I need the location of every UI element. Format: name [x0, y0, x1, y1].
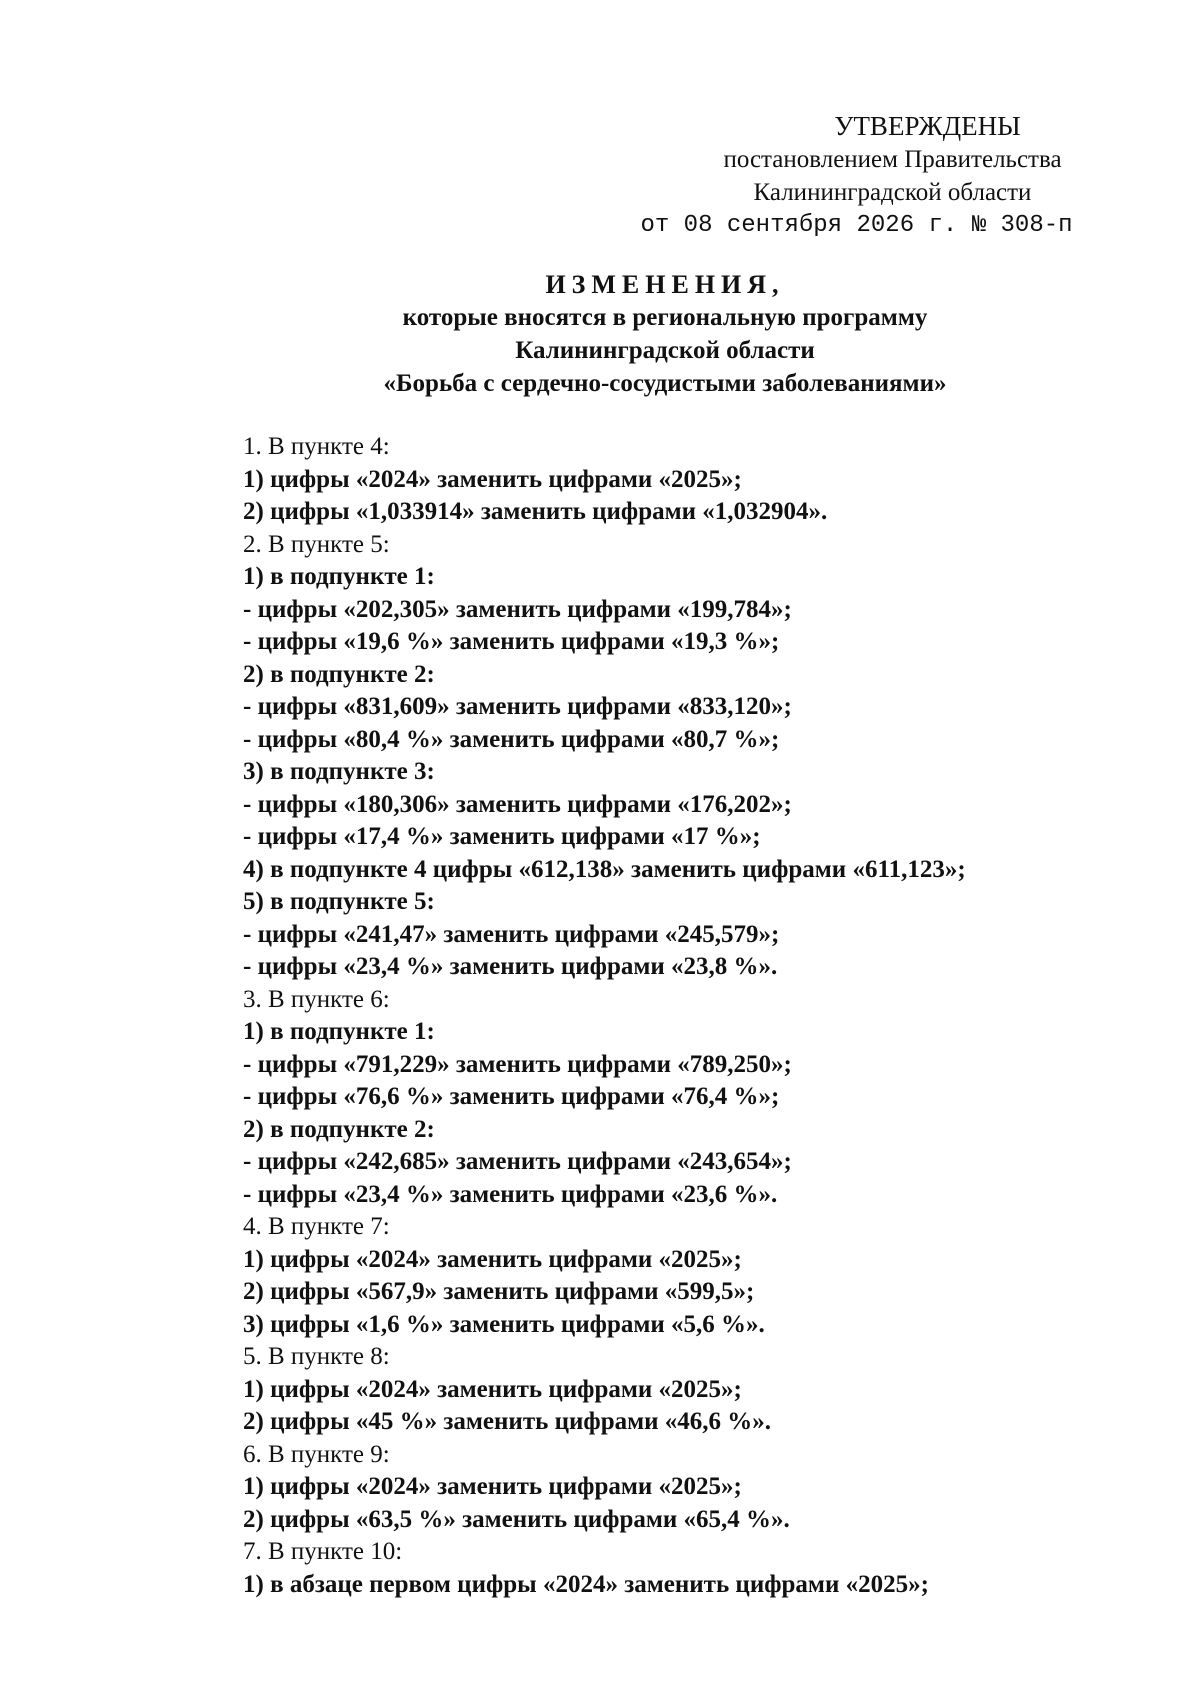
amendment-line: 2. В пункте 5:	[243, 530, 390, 558]
amendment-line: 2) цифры «45 %» заменить цифрами «46,6 %».	[243, 1408, 772, 1435]
approval-date-line: от 08 сентября 2026 г. № 308-п	[640, 212, 1073, 239]
title-line-1: которые вносятся в региональную программу	[402, 304, 928, 331]
amendment-line: - цифры «17,4 %» заменить цифрами «17 %»;	[243, 823, 761, 850]
amendment-line: - цифры «76,6 %» заменить цифрами «76,4 %»;	[243, 1083, 780, 1110]
amendment-line: - цифры «23,4 %» заменить цифрами «23,6 %».	[243, 1180, 778, 1208]
amendment-line: 4) в подпункте 4 цифры «612,138» заменить цифрами «611,123»;	[243, 855, 966, 883]
approval-block	[640, 110, 1145, 242]
amendment-line: - цифры «202,305» заменить цифрами «199,784»;	[243, 595, 792, 623]
amendment-line: 2) в подпункте 2:	[243, 660, 435, 688]
title-line-2: Калининградской области	[515, 337, 815, 364]
amendment-line: - цифры «242,685» заменить цифрами «243,654»;	[243, 1148, 792, 1175]
amendments-list	[243, 431, 1143, 1601]
amendment-line: 1) в подпункте 1:	[243, 1018, 435, 1045]
amendment-line: 2) цифры «567,9» заменить цифрами «599,5»;	[243, 1278, 755, 1305]
amendment-line: - цифры «180,306» заменить цифрами «176,202»;	[243, 790, 792, 818]
amendment-line: 3. В пункте 6:	[243, 985, 390, 1013]
document-title	[300, 268, 1030, 400]
amendment-line: 7. В пункте 10:	[243, 1538, 403, 1565]
amendment-line: 2) цифры «63,5 %» заменить цифрами «65,4 %».	[243, 1505, 790, 1533]
amendment-line: 3) цифры «1,6 %» заменить цифрами «5,6 %».	[243, 1310, 765, 1338]
approval-line-1: постановлением Правительства	[723, 146, 1062, 173]
amendment-line: 5. В пункте 8:	[243, 1343, 390, 1370]
amendment-line: - цифры «80,4 %» заменить цифрами «80,7 %»;	[243, 725, 780, 753]
amendment-line: - цифры «791,229» заменить цифрами «789,250»;	[243, 1050, 792, 1078]
amendment-line: 2) цифры «1,033914» заменить цифрами «1,032904».	[243, 498, 828, 525]
title-line-3: «Борьба с сердечно-сосудистыми заболеваниями»	[383, 370, 947, 397]
amendment-line: - цифры «831,609» заменить цифрами «833,120»;	[243, 693, 792, 720]
amendment-line: - цифры «241,47» заменить цифрами «245,579»;	[243, 920, 780, 948]
amendment-line: 1) цифры «2024» заменить цифрами «2025»;	[243, 1473, 742, 1500]
amendment-line: 5) в подпункте 5:	[243, 888, 435, 915]
amendment-line: 4. В пункте 7:	[243, 1213, 390, 1240]
approval-line-2: Калининградской области	[753, 179, 1032, 206]
amendment-line: 3) в подпункте 3:	[243, 758, 435, 785]
title-heading: ИЗМЕНЕНИЯ,	[545, 270, 785, 299]
amendment-line: 1) цифры «2024» заменить цифрами «2025»;	[243, 1245, 742, 1273]
amendment-line: - цифры «23,4 %» заменить цифрами «23,8 %».	[243, 953, 778, 980]
amendment-line: 1) цифры «2024» заменить цифрами «2025»;	[243, 1375, 742, 1403]
amendment-line: 2) в подпункте 2:	[243, 1115, 435, 1143]
amendment-line: 1) в подпункте 1:	[243, 563, 435, 590]
approval-heading: УТВЕРЖДЕНЫ	[834, 111, 1021, 141]
amendment-line: 1) в абзаце первом цифры «2024» заменить цифрами «2025»;	[243, 1570, 929, 1598]
amendment-line: 1. В пункте 4:	[243, 433, 390, 460]
amendment-line: 1) цифры «2024» заменить цифрами «2025»;	[243, 465, 742, 493]
amendment-line: - цифры «19,6 %» заменить цифрами «19,3 %»;	[243, 628, 780, 655]
amendment-line: 6. В пункте 9:	[243, 1440, 390, 1468]
